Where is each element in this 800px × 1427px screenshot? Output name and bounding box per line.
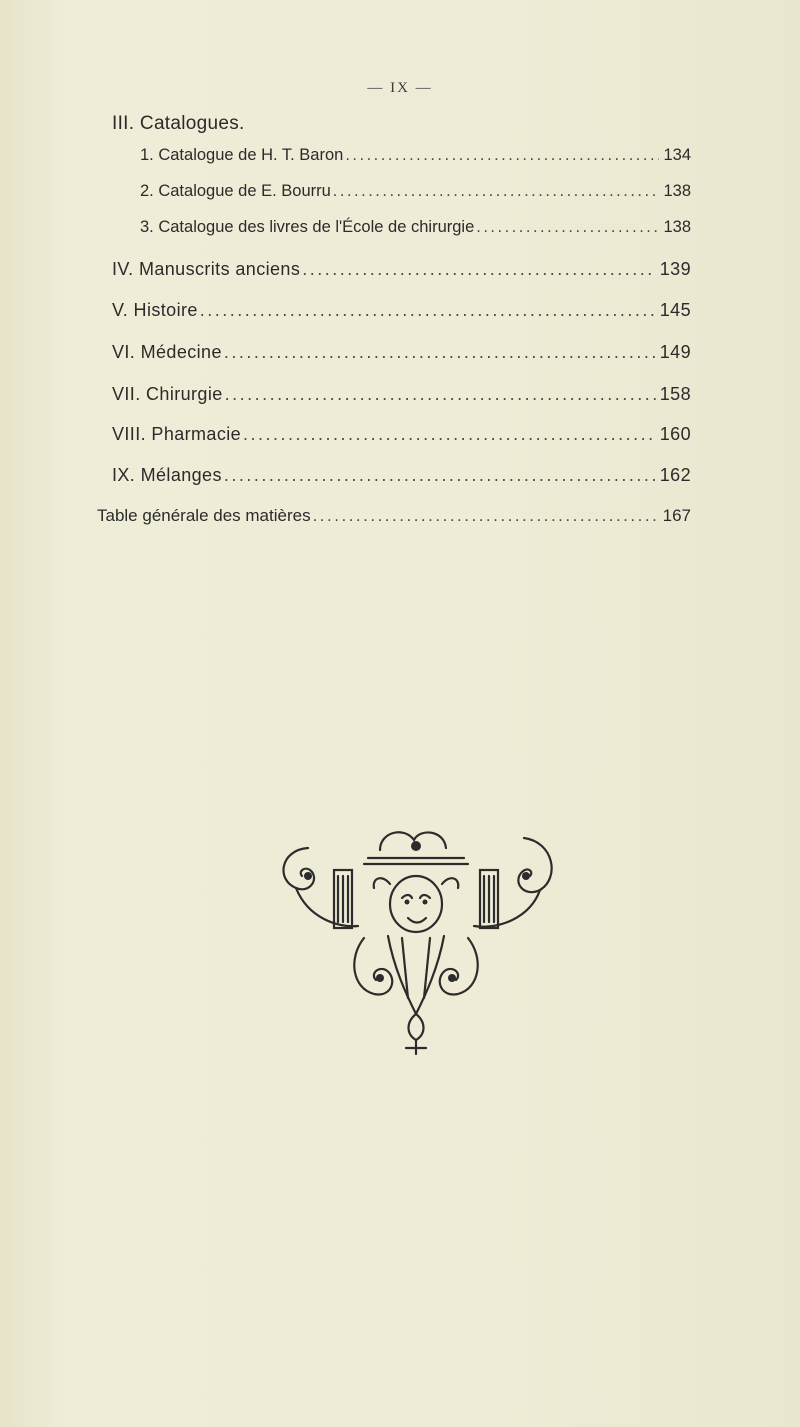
toc-entry-catalogue-bourru <box>140 182 691 201</box>
toc-entry-table-generale <box>97 506 691 526</box>
section-title: Catalogues. <box>139 113 245 134</box>
ornament-tailpiece <box>268 818 564 1058</box>
toc-entry-catalogue-ecole <box>140 218 691 237</box>
leader-dots <box>302 259 656 280</box>
leader-dots <box>313 506 659 526</box>
section-numeral: III. <box>112 113 135 134</box>
toc-entry-label: VI. Médecine <box>112 342 222 362</box>
toc-entry-page: 145 <box>659 300 691 320</box>
toc-entry-chirurgie <box>112 384 691 405</box>
toc-entry-label: 3. Catalogue des livres de l'École de chirurgie <box>140 218 475 236</box>
toc-entry-label: Table générale des matières <box>97 506 311 525</box>
toc-entry-label: 1. Catalogue de H. T. Baron <box>140 146 344 164</box>
leader-dots <box>333 182 660 201</box>
toc-entry-page: 158 <box>659 384 691 404</box>
toc-entry-label: 2. Catalogue de E. Bourru <box>140 182 331 200</box>
toc-entry-melanges <box>112 465 691 486</box>
toc-entry-label: V. Histoire <box>112 300 198 320</box>
toc-entry-manuscrits <box>112 259 691 280</box>
toc-entry-page: 167 <box>662 506 691 525</box>
toc-entry-page: 149 <box>659 342 691 362</box>
leader-dots <box>243 424 656 445</box>
toc-entry-catalogue-baron <box>140 146 691 165</box>
leader-dots <box>476 218 659 237</box>
leader-dots <box>224 342 656 363</box>
toc-entry-page: 139 <box>659 259 691 279</box>
toc-entry-label: VII. Chirurgie <box>112 384 223 404</box>
toc-entry-histoire <box>112 300 691 321</box>
toc-entry-page: 134 <box>663 146 691 164</box>
toc-entry-label: IV. Manuscrits anciens <box>112 259 301 279</box>
toc-entry-pharmacie <box>112 424 691 445</box>
toc-entry-label: IX. Mélanges <box>112 465 222 485</box>
toc-entry-page: 162 <box>659 465 691 485</box>
section-heading-catalogues <box>112 113 245 135</box>
leader-dots <box>345 146 659 165</box>
leader-dots <box>225 384 656 405</box>
toc-entry-page: 138 <box>663 182 691 200</box>
page-number: — IX — <box>367 80 433 96</box>
toc-entry-label: VIII. Pharmacie <box>112 424 242 444</box>
leader-dots <box>200 300 656 321</box>
toc-entry-page: 160 <box>659 424 691 444</box>
leader-dots <box>224 465 656 486</box>
toc-entry-medecine <box>112 342 691 363</box>
toc-entry-page: 138 <box>663 218 691 236</box>
